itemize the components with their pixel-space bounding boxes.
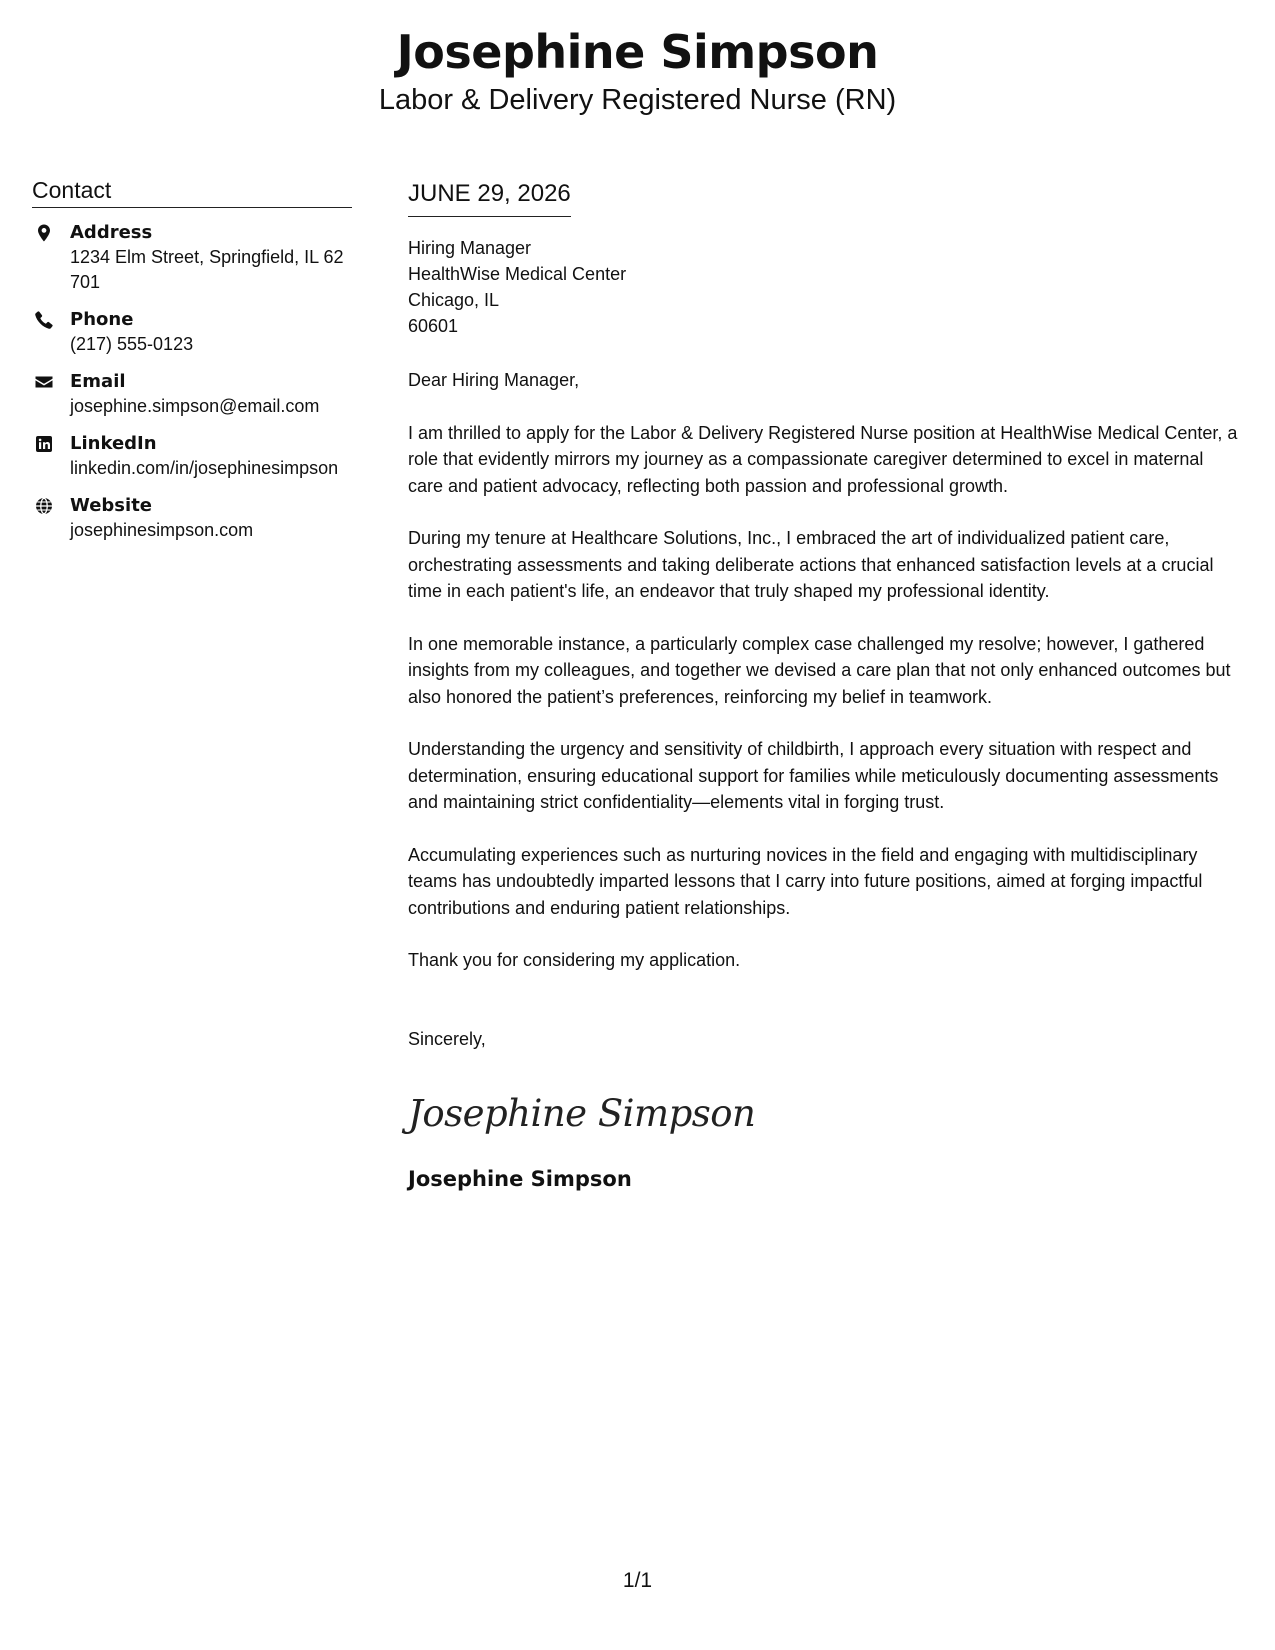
contact-item-address [32,220,352,295]
body-paragraph: I am thrilled to apply for the Labor & Delivery Registered Nurse position at HealthWise Medical Center, a role that evidently mirrors my journey as a compassionate caregiver determined to excel in maternal care and patient advocacy, reflecting both passion and professional growth. [408,422,1238,496]
phone-icon [34,310,54,330]
contact-sidebar [32,175,352,555]
envelope-icon [34,372,54,392]
recipient-line: Chicago, IL [408,290,500,310]
email-link[interactable]: josephine.simpson@email.com [70,396,320,416]
job-title: Labor & Delivery Registered Nurse (RN) [378,84,897,116]
closing: Sincerely, [408,1028,486,1049]
contact-label: Phone [70,309,134,330]
salutation: Dear Hiring Manager, [408,370,580,390]
contact-heading: Contact [32,175,352,208]
thank-you-line: Thank you for considering my application. [408,950,741,970]
letter-date: JUNE 29, 2026 [408,178,571,217]
contact-label: Email [70,371,126,392]
body-paragraph: Understanding the urgency and sensitivity of childbirth, I approach every situation with respect and determination, ensuring educational support for families while meticulously documenting assessments and maintaining strict confidentiality—elements vital in forging trust. [408,739,1219,812]
recipient-line: HealthWise Medical Center [408,264,627,284]
contact-item-linkedin [32,431,352,481]
website-link[interactable]: josephinesimpson.com [70,520,254,540]
signed-name: Josephine Simpson [408,1166,632,1191]
linkedin-icon [34,434,54,454]
applicant-name: Josephine Simpson [396,25,879,79]
letter-header [0,22,1275,118]
contact-label: LinkedIn [70,433,157,454]
address-value: 1234 Elm Street, Springfield, IL 62701 [70,247,344,292]
recipient-block [408,235,1243,339]
body-paragraph: During my tenure at Healthcare Solutions, Inc., I embraced the art of individualized patient care, orchestrating assessments and taking deliberate actions that enhanced satisfaction levels at a crucial time in each patient's life, an endeavor that truly shaped my professional identity. [408,528,1214,601]
recipient-line: 60601 [408,316,459,336]
contact-label: Address [70,222,153,243]
body-paragraph: In one memorable instance, a particularly complex case challenged my resolve; however, I gathered insights from my colleagues, and together we devised a care plan that not only enhanced outcomes but also honored the patient’s preferences, reinforcing my belief in teamwork. [408,633,1231,707]
recipient-line: Hiring Manager [408,238,532,258]
handwritten-signature: Josephine Simpson [408,1091,756,1135]
map-pin-icon [34,223,54,243]
phone-value: (217) 555-0123 [70,334,194,354]
contact-item-email [32,369,352,419]
contact-item-phone [32,307,352,357]
globe-icon [34,496,54,516]
contact-item-website [32,493,352,543]
body-paragraph: Accumulating experiences such as nurturing novices in the field and engaging with multidisciplinary teams has undoubtedly imparted lessons that I carry into future positions, aimed at forging impactful contributions and enduring patient relationships. [408,844,1203,918]
page-number: 1/1 [622,1569,653,1592]
contact-label: Website [70,495,153,516]
linkedin-link[interactable]: linkedin.com/in/josephinesimpson [70,458,339,478]
letter-body [408,178,1243,1194]
